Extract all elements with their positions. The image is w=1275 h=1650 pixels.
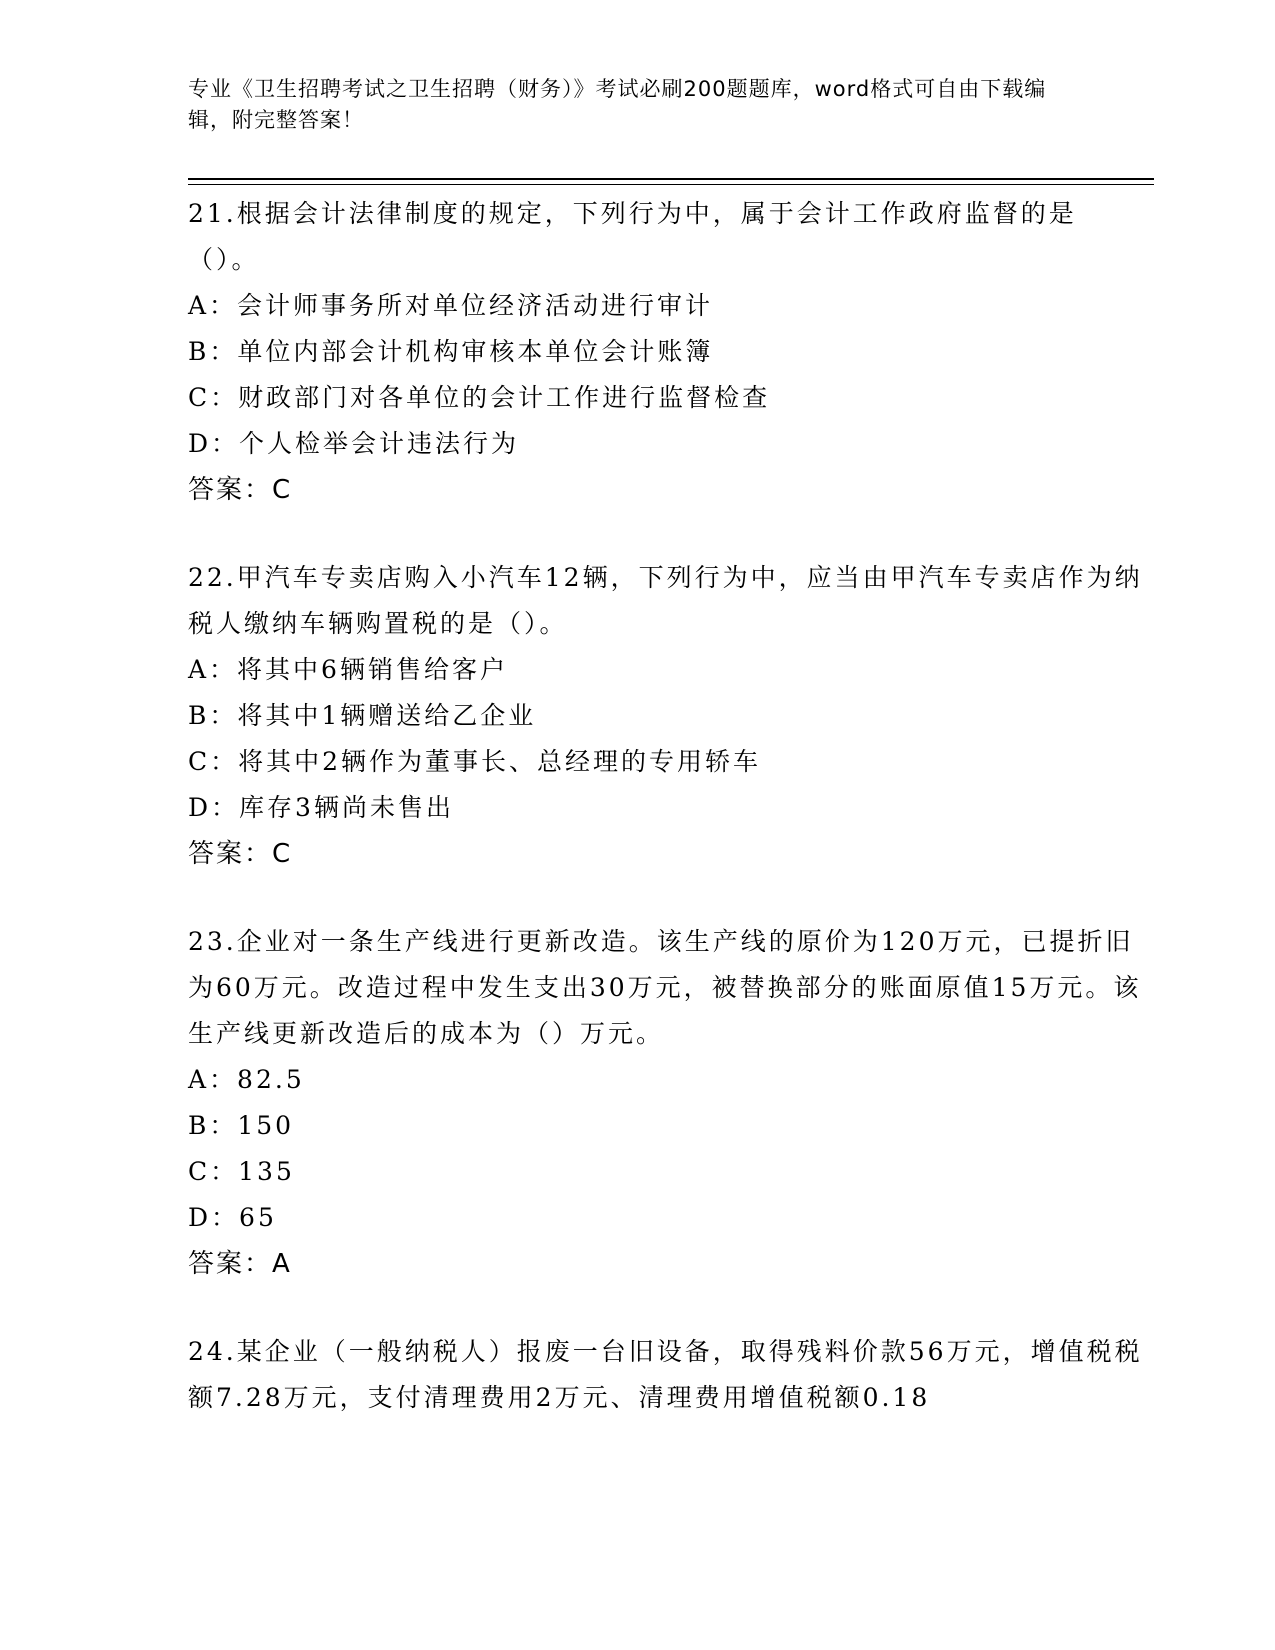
answer-line: 答案：A [188, 1249, 292, 1279]
option-a: A：会计师事务所对单位经济活动进行审计 [188, 291, 714, 320]
option-d: D：库存3辆尚未售出 [188, 793, 454, 822]
header-divider-thin [188, 184, 1154, 185]
option-c: C：财政部门对各单位的会计工作进行监督检查 [188, 383, 771, 412]
option-b: B：150 [188, 1111, 295, 1140]
question-23 [188, 919, 1148, 1287]
answer-line: 答案：C [188, 839, 293, 869]
option-b: B：单位内部会计机构审核本单位会计账簿 [188, 337, 714, 366]
question-text: 22.甲汽车专卖店购入小汽车12辆，下列行为中，应当由甲汽车专卖店作为纳税人缴纳车辆购置税的是（）。 [188, 563, 1143, 638]
document-header: 专业《卫生招聘考试之卫生招聘（财务）》考试必刷200题题库，word格式可自由下载编辑，附完整答案！ [188, 77, 1047, 132]
option-d: D：65 [188, 1203, 277, 1232]
header-divider-thick [188, 178, 1154, 180]
option-a: A：82.5 [188, 1065, 305, 1094]
option-a: A：将其中6辆销售给客户 [188, 655, 508, 684]
option-c: C：135 [188, 1157, 295, 1186]
question-list [188, 191, 1148, 1463]
question-24 [188, 1329, 1148, 1421]
question-text: 21.根据会计法律制度的规定，下列行为中，属于会计工作政府监督的是（）。 [188, 199, 1077, 274]
question-21 [188, 191, 1148, 513]
option-c: C：将其中2辆作为董事长、总经理的专用轿车 [188, 747, 762, 776]
question-text: 23.企业对一条生产线进行更新改造。该生产线的原价为120万元，已提折旧为60万元。改造过程中发生支出30万元，被替换部分的账面原值15万元。该生产线更新改造后的成本为（）万元。 [188, 927, 1142, 1048]
option-d: D：个人检举会计违法行为 [188, 429, 520, 458]
question-22 [188, 555, 1148, 877]
answer-line: 答案：C [188, 475, 293, 505]
question-text: 24.某企业（一般纳税人）报废一台旧设备，取得残料价款56万元，增值税税额7.28万元，支付清理费用2万元、清理费用增值税额0.18 [188, 1337, 1143, 1412]
option-b: B：将其中1辆赠送给乙企业 [188, 701, 537, 730]
